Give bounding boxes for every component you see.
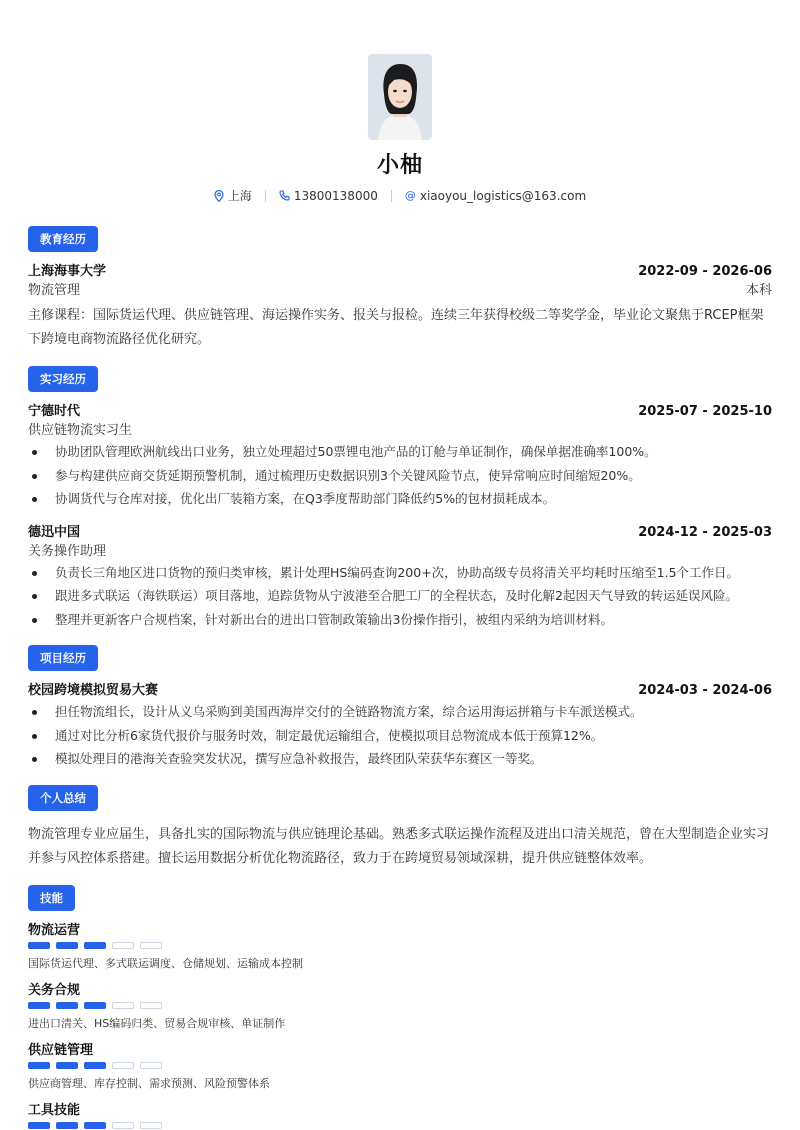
bullet-item: 参与构建供应商交货延期预警机制，通过梳理历史数据识别3个关键风险节点，使异常响应时间缩短20%。 [28,464,772,488]
candidate-name: 小柚 [376,153,423,178]
section-heading-education: 教育经历 [28,226,98,252]
section-heading-summary: 个人总结 [28,785,98,811]
job-role: 供应链物流实习生 [28,423,133,438]
skills-list [28,919,772,1129]
project-entry [28,679,772,771]
section-heading-projects: 项目经历 [28,645,98,671]
skill-level-empty [112,942,134,949]
skill-name: 供应链管理 [28,1042,94,1058]
section-heading-internship: 实习经历 [28,366,98,392]
skill-level-empty [140,1002,162,1009]
skill-item [28,1039,772,1091]
bullet-item: 负责长三角地区进口货物的预归类审核，累计处理HS编码查询200+次，协助高级专员将清关平均耗时压缩至1.5个工作日。 [28,561,772,585]
contact-divider [265,190,266,202]
skill-level-filled [56,1062,78,1069]
degree: 本科 [745,283,772,298]
job-role: 关务操作助理 [28,543,107,559]
skill-level-filled [56,1122,78,1129]
skill-item [28,919,772,971]
skill-level-empty [112,1062,134,1069]
bullet-list [28,440,772,511]
skill-level-filled [56,942,78,949]
skill-level-bar [28,1062,772,1069]
internship-date: 2025-07 - 2025-10 [638,404,772,419]
phone-text: 13800138000 [293,188,378,203]
skill-name: 物流运营 [28,922,81,938]
skill-description: 国际货运代理、多式联运调度、仓储规划、运输成本控制 [28,956,303,970]
contact-bar [28,187,772,204]
bullet-item: 协调货代与仓库对接，优化出厂装箱方案，在Q3季度帮助部门降低约5%的包材损耗成本。 [28,487,772,511]
bullet-list [28,561,772,632]
education-section [28,226,772,352]
project-date: 2024-03 - 2024-06 [638,683,772,698]
location-text: 上海 [227,189,252,203]
skill-level-bar [28,1122,772,1129]
summary-section [28,785,772,871]
phone-icon [279,190,290,201]
bullet-item: 整理并更新客户合规档案，针对新出台的进出口管制政策输出3份操作指引，被组内采纳为培训材料。 [28,608,772,632]
skill-item [28,979,772,1031]
bullet-item: 协助团队管理欧洲航线出口业务，独立处理超过50票锂电池产品的订舱与单证制作，确保单据准确率100%。 [28,440,772,464]
bullet-item: 通过对比分析6家货代报价与服务时效，制定最优运输组合，使模拟项目总物流成本低于预算12%。 [28,724,772,748]
summary-text: 物流管理专业应届生，具备扎实的国际物流与供应链理论基础。熟悉多式联运操作流程及进出口清关规范，曾在大型制造企业实习并参与风控体系搭建。擅长运用数据分析优化物流路径，致力于在跨境贸易领域深耕，提升供应链整体效率。 [28,826,770,866]
skill-level-filled [28,942,50,949]
education-date: 2022-09 - 2026-06 [638,264,772,279]
skill-level-filled [28,1002,50,1009]
skill-item [28,1099,772,1129]
bullet-list [28,700,772,771]
section-heading-skills: 技能 [28,885,75,911]
skill-name: 关务合规 [28,982,81,998]
skill-level-filled [28,1122,50,1129]
resume-header [28,0,772,204]
skill-level-empty [140,1062,162,1069]
skill-level-empty [140,1122,162,1129]
skill-level-empty [140,942,162,949]
skills-section [28,885,772,1129]
avatar [368,54,432,140]
skill-level-bar [28,942,772,949]
project-name: 校园跨境模拟贸易大赛 [28,683,159,698]
skill-level-empty [112,1002,134,1009]
contact-location [214,187,252,204]
at-sign-icon: @ [404,189,416,202]
skill-level-filled [84,942,106,949]
skill-description: 供应商管理、库存控制、需求预测、风险预警体系 [28,1076,270,1090]
school-name: 上海海事大学 [28,264,107,279]
skill-level-filled [84,1062,106,1069]
internship-date: 2024-12 - 2025-03 [638,524,772,540]
skill-level-filled [84,1122,106,1129]
project-section [28,645,772,771]
skill-level-filled [56,1002,78,1009]
skill-description: 进出口清关、HS编码归类、贸易合规审核、单证制作 [28,1016,286,1030]
skill-level-filled [84,1002,106,1009]
bullet-item: 担任物流组长，设计从义乌采购到美国西海岸交付的全链路物流方案，综合运用海运拼箱与卡车派送模式。 [28,700,772,724]
bullet-item: 跟进多式联运（海铁联运）项目落地，追踪货物从宁波港至合肥工厂的全程状态，及时化解2起因天气导致的转运延误风险。 [28,584,772,608]
internship-entry [28,521,772,632]
education-description: 主修课程：国际货运代理、供应链管理、海运操作实务、报关与报检。连续三年获得校级二等奖学金，毕业论文聚焦于RCEP框架下跨境电商物流路径优化研究。 [28,308,764,347]
major: 物流管理 [28,283,81,298]
internship-section [28,366,772,631]
email-text[interactable]: xiaoyou_logistics@163.com [419,188,587,203]
contact-divider [391,190,392,202]
contact-phone [279,189,378,203]
skill-level-bar [28,1002,772,1009]
company-name: 宁德时代 [28,404,81,419]
contact-email [405,189,586,203]
skill-name: 工具技能 [28,1102,81,1118]
skill-level-filled [28,1062,50,1069]
map-pin-icon [214,190,224,202]
internship-entry [28,400,772,511]
skill-level-empty [112,1122,134,1129]
bullet-item: 模拟处理目的港海关查验突发状况，撰写应急补救报告，最终团队荣获华东赛区一等奖。 [28,747,772,771]
company-name: 德迅中国 [28,524,81,540]
education-entry [28,260,772,352]
avatar-photo [368,54,432,140]
